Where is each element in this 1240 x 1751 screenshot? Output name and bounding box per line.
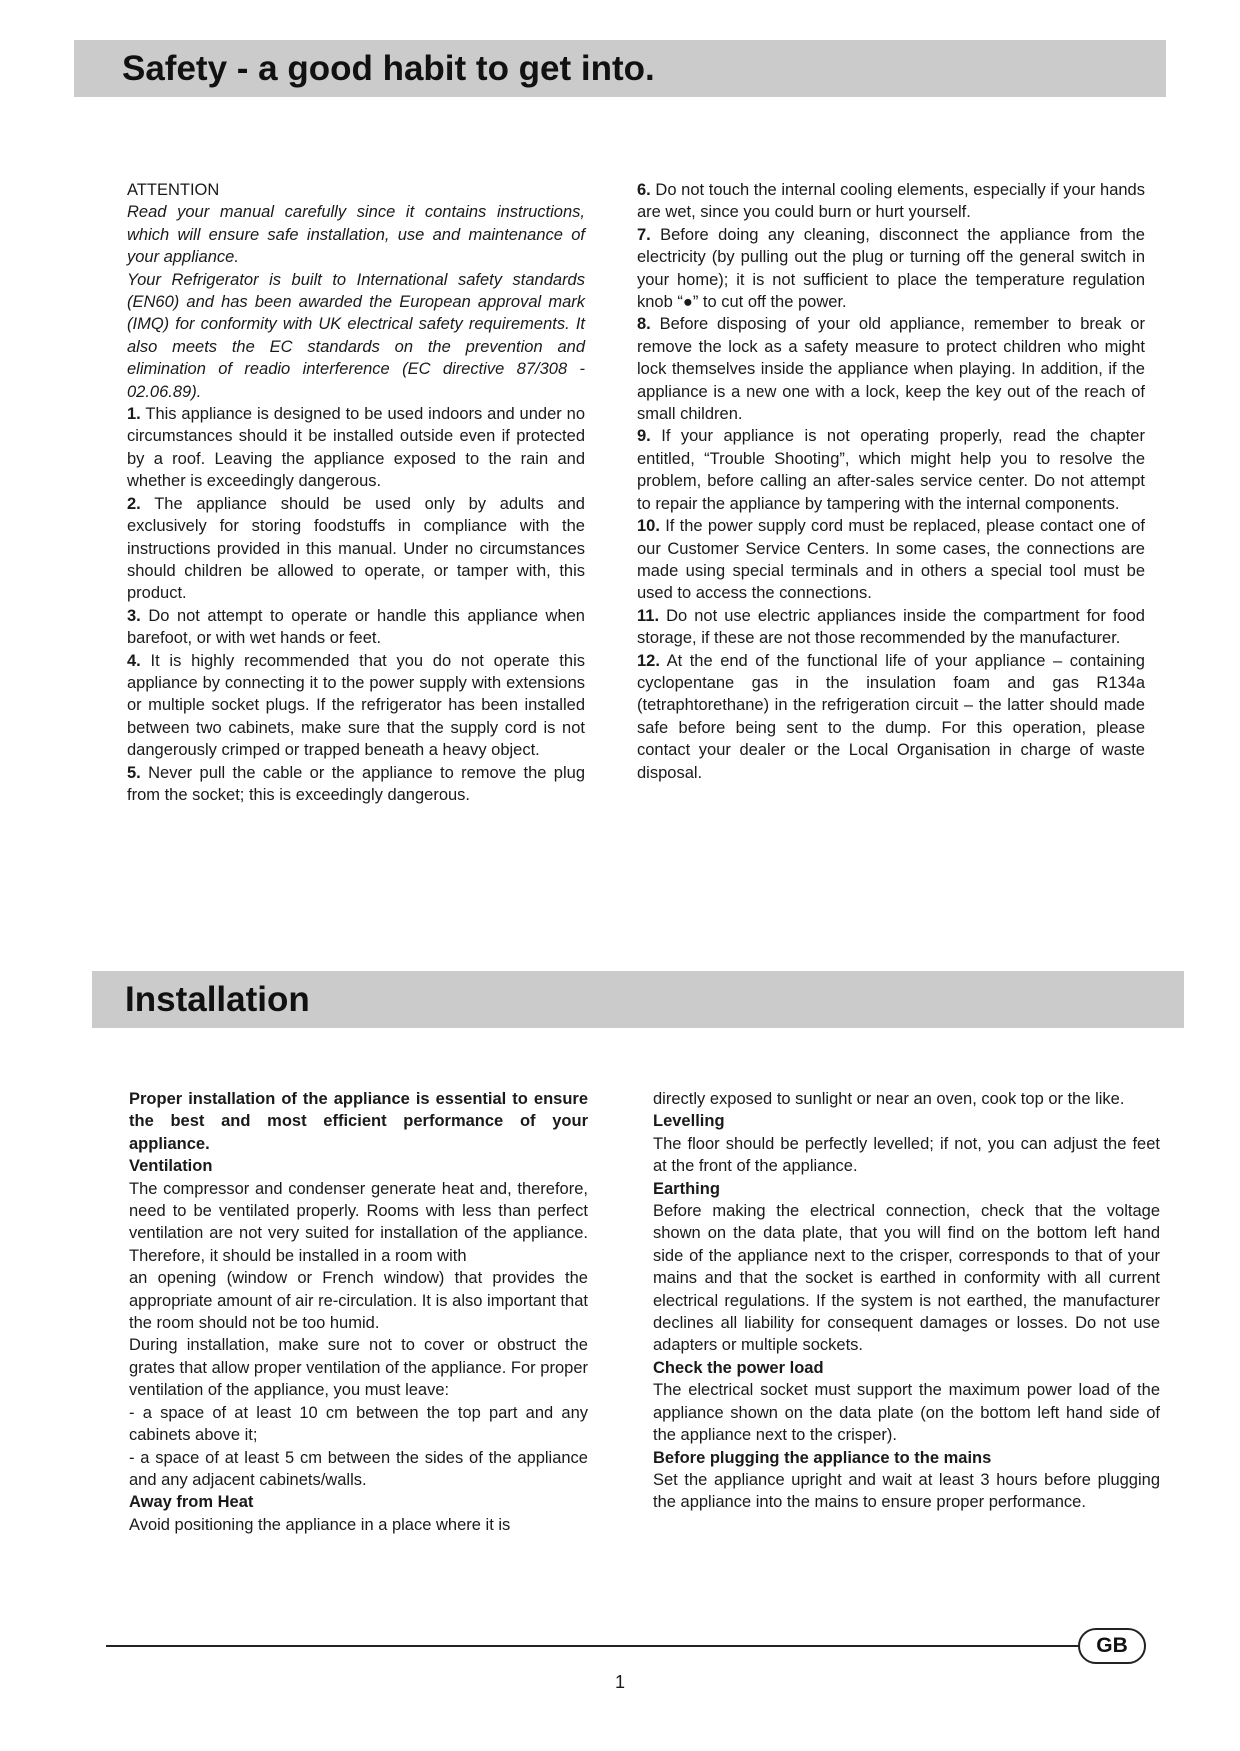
item-number: 7. <box>637 225 651 244</box>
ventilation-bullet: - a space of at least 10 cm between the top part and any cabinets above it; <box>129 1403 588 1445</box>
earthing-paragraph: Before making the electrical connection, check that the voltage shown on the data plate, that you will find on the bottom left hand side of the appliance next to the crisper, corresponds to that of your mains and that the socket is earthed in conformity with all current electrical regulations. If the system is not earthed, the manufacturer declines all liability for consequent damages or losses. Do not use adapters or multiple sockets. <box>653 1202 1160 1355</box>
levelling-paragraph: The floor should be perfectly levelled; if not, you can adjust the feet at the front of the appliance. <box>653 1134 1160 1176</box>
ventilation-paragraph: During installation, make sure not to cover or obstruct the grates that allow proper ventilation of the appliance. For proper ventilation of the appliance, you must leave: <box>129 1336 588 1400</box>
safety-item <box>637 313 1145 425</box>
attention-label: ATTENTION <box>127 181 220 199</box>
item-text: Do not use electric appliances inside the compartment for food storage, if these are not those recommended by the manufacturer. <box>637 606 1145 648</box>
item-text: At the end of the functional life of your appliance – containing cyclopentane gas in the insulation foam and gas R134a (tetraphtorethane) in the refrigeration circuit – the latter should made safe before being sent to the dump. For this operation, please contact your dealer or the Local Organisation in charge of waste disposal. <box>637 651 1145 782</box>
page-number: 1 <box>614 1672 625 1692</box>
levelling-heading: Levelling <box>653 1112 725 1131</box>
item-number: 10. <box>637 517 660 536</box>
safety-item <box>637 605 1145 650</box>
safety-item <box>637 179 1145 224</box>
ventilation-heading: Ventilation <box>129 1157 213 1176</box>
footer-rule <box>106 1645 1082 1647</box>
safety-item <box>637 515 1145 605</box>
power-load-paragraph: The electrical socket must support the maximum power load of the appliance shown on the data plate (on the bottom left hand side of the appliance next to the crisper). <box>653 1381 1160 1445</box>
item-number: 1. <box>127 405 141 424</box>
power-load-heading: Check the power load <box>653 1358 824 1377</box>
heat-paragraph-continued: directly exposed to sunlight or near an oven, cook top or the like. <box>653 1090 1125 1108</box>
item-number: 6. <box>637 181 651 199</box>
plugging-heading: Before plugging the appliance to the mains <box>653 1448 992 1467</box>
safety-item <box>127 650 585 762</box>
item-number: 11. <box>637 606 660 625</box>
item-text: Do not attempt to operate or handle this appliance when barefoot, or with wet hands or feet. <box>127 606 585 648</box>
safety-item <box>637 650 1145 784</box>
safety-item <box>127 493 585 605</box>
heat-heading: Away from Heat <box>129 1493 254 1512</box>
item-number: 8. <box>637 315 651 334</box>
item-text: If your appliance is not operating properly, read the chapter entitled, “Trouble Shooting”, which might help you to resolve the problem, before calling an after-sales service center. Do not attempt to repair the appliance by tampering with the internal components. <box>637 427 1145 513</box>
safety-left-column <box>127 179 585 806</box>
item-number: 2. <box>127 494 141 513</box>
ventilation-paragraph: an opening (window or French window) that provides the appropriate amount of air re-circulation. It is also important that the room should not be too humid. <box>129 1269 588 1333</box>
safety-section-title: Safety - a good habit to get into. <box>74 40 1166 97</box>
safety-right-column <box>637 179 1145 784</box>
safety-intro-standards: Your Refrigerator is built to International safety standards (EN60) and has been awarded the European approval mark (IMQ) for conformity with UK electrical safety requirements. It also meets the EC standards on the prevention and elimination of readio interference (EC directive 87/308 - 02.06.89). <box>127 270 585 401</box>
safety-item <box>127 403 585 493</box>
safety-item <box>127 605 585 650</box>
item-number: 12. <box>637 651 660 670</box>
item-text: Before disposing of your old appliance, remember to break or remove the lock as a safety measure to protect children who might lock themselves inside the appliance when playing. In addition, if the appliance is a new one with a lock, keep the key out of the reach of small children. <box>637 315 1145 424</box>
ventilation-paragraph: The compressor and condenser generate heat and, therefore, need to be ventilated properly. Rooms with less than perfect ventilation are not very suited for installation of the appliance. Therefore, it should be installed in a room with <box>129 1179 588 1265</box>
safety-item <box>127 762 585 807</box>
safety-intro-manual: Read your manual carefully since it contains instructions, which will ensure safe installation, use and maintenance of your appliance. <box>127 203 585 267</box>
safety-item <box>637 224 1145 314</box>
earthing-heading: Earthing <box>653 1179 720 1198</box>
ventilation-bullet: - a space of at least 5 cm between the sides of the appliance and any adjacent cabinets/walls. <box>129 1448 588 1489</box>
heat-paragraph: Avoid positioning the appliance in a place where it is <box>129 1515 511 1534</box>
plugging-paragraph: Set the appliance upright and wait at least 3 hours before plugging the appliance into the mains to ensure proper performance. <box>653 1470 1160 1512</box>
item-number: 3. <box>127 606 141 625</box>
item-text: It is highly recommended that you do not operate this appliance by connecting it to the power supply with extensions or multiple socket plugs. If the refrigerator has been installed between two cabinets, make sure that the supply cord is not dangerously crimped or trapped beneath a heavy object. <box>127 651 585 760</box>
item-text: Do not touch the internal cooling elements, especially if your hands are wet, since you could burn or hurt yourself. <box>637 181 1145 222</box>
installation-left-column <box>129 1088 588 1536</box>
item-text: This appliance is designed to be used indoors and under no circumstances should it be installed outside even if protected by a roof. Leaving the appliance exposed to the rain and whether is exceedingly dangerous. <box>127 405 585 491</box>
item-number: 4. <box>127 651 141 670</box>
item-text: Before doing any cleaning, disconnect the appliance from the electricity (by pulling out the plug or turning off the general switch in your home); it is not sufficient to place the temperature regulation knob “●” to cut off the power. <box>637 225 1145 312</box>
item-text: The appliance should be used only by adults and exclusively for storing foodstuffs in compliance with the instructions provided in this manual. Under no circumstances should children be allowed to operate, or tamper with, this product. <box>127 494 585 603</box>
language-badge: GB <box>1078 1628 1146 1664</box>
installation-section-title: Installation <box>92 971 1184 1028</box>
installation-right-column <box>653 1088 1160 1514</box>
item-text: Never pull the cable or the appliance to remove the plug from the socket; this is exceedingly dangerous. <box>127 763 585 804</box>
installation-lead: Proper installation of the appliance is essential to ensure the best and most efficient performance of your appliance. <box>129 1090 588 1153</box>
item-number: 5. <box>127 763 141 782</box>
safety-item <box>637 425 1145 515</box>
item-number: 9. <box>637 427 651 446</box>
item-text: If the power supply cord must be replaced, please contact one of our Customer Service Centers. In some cases, the connections are made using special terminals and in others a special tool must be used to access the connections. <box>637 517 1145 603</box>
